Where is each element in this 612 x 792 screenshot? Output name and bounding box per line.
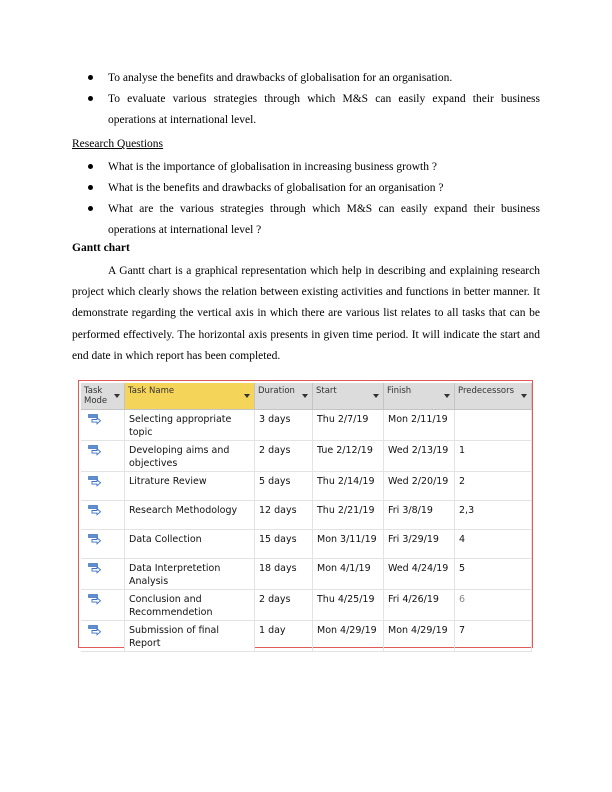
list-item: What is the benefits and drawbacks of globalisation for an organisation ? [72, 178, 540, 199]
finish-cell[interactable]: Fri 3/8/19 [384, 501, 455, 529]
table-row[interactable] [81, 441, 532, 472]
task-name-cell[interactable]: Conclusion and Recommendetion [125, 590, 255, 620]
task-mode-cell[interactable] [81, 501, 125, 529]
research-questions-title: Research Questions [72, 138, 164, 150]
research-questions-list [72, 157, 540, 241]
predecessors-cell[interactable]: 4 [455, 530, 532, 558]
start-cell[interactable]: Mon 4/1/19 [313, 559, 384, 589]
auto-scheduled-task-icon [88, 625, 102, 636]
start-cell[interactable]: Mon 3/11/19 [313, 530, 384, 558]
list-item: To evaluate various strategies through which M&S can easily expand their business operations at international level. [72, 89, 540, 131]
finish-cell[interactable]: Fri 4/26/19 [384, 590, 455, 620]
duration-cell[interactable]: 5 days [255, 472, 313, 500]
column-header-finish[interactable]: Finish [384, 383, 455, 409]
list-item: What are the various strategies through which M&S can easily expand their business operations at international level ? [72, 199, 540, 241]
task-mode-cell[interactable] [81, 410, 125, 440]
table-body [81, 410, 532, 652]
list-item: To analyse the benefits and drawbacks of globalisation for an organisation. [72, 68, 540, 89]
finish-cell[interactable]: Wed 2/20/19 [384, 472, 455, 500]
task-name-cell[interactable]: Research Methodology [125, 501, 255, 529]
predecessors-cell[interactable]: 6 [455, 590, 532, 620]
duration-cell[interactable]: 2 days [255, 590, 313, 620]
bullet-icon [88, 96, 93, 101]
duration-cell[interactable]: 15 days [255, 530, 313, 558]
auto-scheduled-task-icon [88, 563, 102, 574]
objectives-list [72, 68, 540, 131]
duration-cell[interactable]: 1 day [255, 621, 313, 651]
auto-scheduled-task-icon [88, 594, 102, 605]
column-header-predecessors[interactable]: Predecessors [455, 383, 532, 409]
auto-scheduled-task-icon [88, 414, 102, 425]
start-cell[interactable]: Thu 4/25/19 [313, 590, 384, 620]
table-row[interactable] [81, 501, 532, 530]
finish-cell[interactable]: Wed 4/24/19 [384, 559, 455, 589]
predecessors-cell[interactable]: 7 [455, 621, 532, 651]
table-header-row [81, 383, 532, 410]
bullet-icon [88, 206, 93, 211]
column-header-duration[interactable]: Duration [255, 383, 313, 409]
finish-cell[interactable]: Fri 3/29/19 [384, 530, 455, 558]
task-name-cell[interactable]: Data Interpretetion Analysis [125, 559, 255, 589]
predecessors-cell[interactable]: 1 [455, 441, 532, 471]
table-row[interactable] [81, 530, 532, 559]
task-mode-cell[interactable] [81, 621, 125, 651]
task-name-cell[interactable]: Selecting appropriate topic [125, 410, 255, 440]
table-row[interactable] [81, 559, 532, 590]
duration-cell[interactable]: 3 days [255, 410, 313, 440]
dropdown-arrow-icon[interactable] [444, 394, 450, 398]
finish-cell[interactable]: Wed 2/13/19 [384, 441, 455, 471]
start-cell[interactable]: Thu 2/21/19 [313, 501, 384, 529]
list-item: What is the importance of globalisation in increasing business growth ? [72, 157, 540, 178]
start-cell[interactable]: Mon 4/29/19 [313, 621, 384, 651]
table-row[interactable] [81, 621, 532, 652]
table-row[interactable] [81, 472, 532, 501]
dropdown-arrow-icon[interactable] [521, 394, 527, 398]
task-mode-cell[interactable] [81, 590, 125, 620]
dropdown-arrow-icon[interactable] [114, 394, 120, 398]
task-name-cell[interactable]: Developing aims and objectives [125, 441, 255, 471]
column-header-task-name[interactable]: Task Name [125, 383, 255, 409]
body-paragraph: A Gantt chart is a graphical representation which help in describing and explaining research project which clearly shows the relation between existing activities and functions in better manner. It demonstrate regarding the vertical axis in which there are various list relates to all tasks that can be performed effectively. The horizontal axis presents in given time period. It will indicate the start and end date in which report has been completed. [72, 265, 540, 362]
column-header-task-mode[interactable]: Task Mode [81, 383, 125, 409]
task-mode-cell[interactable] [81, 559, 125, 589]
table-row[interactable] [81, 410, 532, 441]
bullet-icon [88, 164, 93, 169]
duration-cell[interactable]: 12 days [255, 501, 313, 529]
bullet-icon [88, 185, 93, 190]
task-name-cell[interactable]: Litrature Review [125, 472, 255, 500]
predecessors-cell[interactable] [455, 410, 532, 440]
start-cell[interactable]: Thu 2/7/19 [313, 410, 384, 440]
dropdown-arrow-icon[interactable] [302, 394, 308, 398]
task-name-cell[interactable]: Submission of final Report [125, 621, 255, 651]
auto-scheduled-task-icon [88, 534, 102, 545]
column-header-start[interactable]: Start [313, 383, 384, 409]
auto-scheduled-task-icon [88, 505, 102, 516]
predecessors-cell[interactable]: 5 [455, 559, 532, 589]
predecessors-cell[interactable]: 2,3 [455, 501, 532, 529]
gantt-grid [81, 383, 532, 652]
gantt-table [78, 380, 533, 648]
dropdown-arrow-icon[interactable] [373, 394, 379, 398]
section-heading: Gantt chart [72, 242, 130, 254]
duration-cell[interactable]: 18 days [255, 559, 313, 589]
finish-cell[interactable]: Mon 4/29/19 [384, 621, 455, 651]
table-row[interactable] [81, 590, 532, 621]
task-mode-cell[interactable] [81, 530, 125, 558]
auto-scheduled-task-icon [88, 445, 102, 456]
start-cell[interactable]: Thu 2/14/19 [313, 472, 384, 500]
task-mode-cell[interactable] [81, 441, 125, 471]
task-mode-cell[interactable] [81, 472, 125, 500]
start-cell[interactable]: Tue 2/12/19 [313, 441, 384, 471]
bullet-icon [88, 75, 93, 80]
auto-scheduled-task-icon [88, 476, 102, 487]
finish-cell[interactable]: Mon 2/11/19 [384, 410, 455, 440]
duration-cell[interactable]: 2 days [255, 441, 313, 471]
task-name-cell[interactable]: Data Collection [125, 530, 255, 558]
dropdown-arrow-icon[interactable] [244, 394, 250, 398]
predecessors-cell[interactable]: 2 [455, 472, 532, 500]
